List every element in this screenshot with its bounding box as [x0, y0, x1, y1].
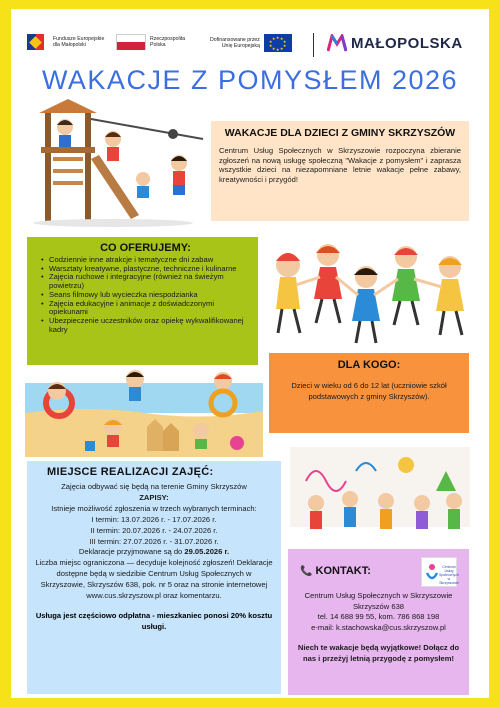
dancing-kids-illustration: [266, 237, 474, 349]
who-section: [269, 353, 469, 433]
who-text: Dzieci w wieku od 6 do 12 lat (uczniowie szkół podstawowych z gminy Skrzyszów).: [291, 381, 447, 401]
rp-logo-line2: Polska: [150, 42, 166, 48]
contact-address-2: Skrzyszów 638: [352, 601, 405, 611]
drawing-kids-illustration: [286, 441, 474, 541]
signup-intro: Istnieje możliwość zgłoszenia w trzech wybranych terminach:: [51, 503, 257, 513]
payment-note: Usługa jest częściowo odpłatna - mieszkaniec ponosi 20% kosztu usługi.: [35, 610, 273, 631]
cus-logo-line4: w Skrzyszowie: [439, 577, 459, 585]
offers-list: [41, 256, 250, 334]
rp-logo: [116, 34, 185, 50]
eu-flag-icon: ★ ★ ★ ★ ★ ★ ★ ★ ★ ★: [264, 34, 292, 52]
deadline-date: 29.05.2026 r.: [184, 547, 230, 557]
cus-logo-mark-icon: [425, 563, 439, 583]
list-item: • Zajęcia edukacyjne i animacje z doświadczonymi opiekunami: [41, 300, 250, 317]
logo-separator: [313, 33, 314, 57]
malopolska-logo: [327, 34, 463, 52]
contact-email[interactable]: e-mail: k.stachowska@cus.skrzyszow.pl: [311, 622, 446, 632]
deadline-line: [35, 547, 273, 558]
fe-logo-line1: Fundusze Europejskie: [53, 36, 105, 42]
malopolska-mark-icon: [327, 34, 347, 52]
contact-phone: tel. 14 688 99 55, kom. 786 868 198: [317, 612, 440, 621]
poster-page: [11, 9, 489, 698]
cus-logo-line2: Usług: [444, 569, 454, 573]
cus-logo-line1: Centrum: [442, 565, 456, 569]
contact-heading: KONTAKT:: [315, 565, 371, 577]
term-1: I termin: 13.07.2026 r. - 17.07.2026 r.: [91, 514, 217, 524]
list-item: • Ubezpieczenie uczestników oraz opiekę wykwalifikowanej kadry: [41, 317, 250, 334]
cus-logo-text: [439, 565, 459, 585]
offers-heading: CO OFERUJEMY:: [100, 242, 191, 254]
term-2: II termin: 20.07.2026 r. - 24.07.2026 r.: [90, 525, 218, 535]
page-title: WAKACJE Z POMYSŁEM 2026: [41, 65, 459, 95]
fe-logo-line2: dla Małopolski: [53, 42, 86, 48]
eu-logo-line2: Unię Europejską: [221, 43, 260, 49]
playground-illustration: [23, 99, 209, 227]
rp-logo-line1: Rzeczpospolita: [150, 36, 186, 42]
offers-section: [27, 237, 258, 365]
fe-logo: [27, 34, 104, 50]
contact-section: [288, 549, 469, 695]
list-item: • Seans filmowy lub wycieczka niespodzianka: [41, 291, 250, 300]
malopolska-logo-text: MAŁOPOLSKA: [351, 34, 463, 52]
eu-logo: [206, 34, 292, 52]
list-item: • Warsztaty kreatywne, plastyczne, techniczne i kulinarne: [41, 265, 250, 274]
deadline-label: Deklaracje przyjmowane są do: [78, 547, 185, 557]
intro-section: [211, 121, 469, 221]
intro-text: Centrum Usług Społecznych w Skrzyszowie rozpoczyna zbieranie zgłoszeń na nową usługę społeczną "Wakacje z pomysłem" i zaprasza wszystkie dzieci na niezapomniane letnie wakacje pełne zabawy, kreatywności i przygód!: [219, 146, 461, 184]
cus-logo-line3: Społecznych: [439, 573, 459, 577]
list-item: • Codziennie inne atrakcje i tematyczne dni zabaw: [41, 256, 250, 265]
fe-logo-mark: [27, 34, 49, 50]
call-to-action: Niech te wakacje będą wyjątkowe! Dołącz do nas i przeżyj letnią przygodę z pomysłem!: [297, 643, 460, 663]
cus-logo: [421, 557, 457, 587]
term-3: III termin: 27.07.2026 r. - 31.07.2026 r.: [89, 536, 219, 546]
poland-flag-icon: [116, 34, 146, 50]
signup-heading: ZAPISY:: [139, 492, 169, 502]
place-heading: MIEJSCE REALIZACJI ZAJĘĆ:: [47, 466, 214, 478]
phone-icon: 📞: [300, 566, 313, 577]
eu-logo-line1: Dofinansowane przez: [210, 37, 260, 43]
list-item: • Zajęcia ruchowe i integracyjne (również na świeżym powietrzu): [41, 273, 250, 290]
contact-address-1: Centrum Usług Społecznych w Skrzyszowie: [304, 591, 453, 600]
place-location: Zajęcia odbywać się będą na terenie Gminy Skrzyszów: [61, 482, 247, 491]
who-heading: DLA KOGO:: [337, 359, 401, 371]
logo-bar: [11, 9, 489, 67]
place-details: Liczba miejsc ograniczona — decyduje kolejność zgłoszeń! Deklaracje dostępne będą w siedzibie Centrum Usług Społecznych w Skrzyszowie, Skrzyszów 638, pok. nr 5 oraz na stronie internetowej www.cus.skrzyszow.pl oraz komentarzu.: [35, 558, 273, 601]
beach-illustration: [25, 365, 263, 457]
intro-heading: WAKACJE DLA DZIECI Z GMINY SKRZYSZÓW: [224, 127, 456, 139]
place-section: [27, 461, 281, 694]
